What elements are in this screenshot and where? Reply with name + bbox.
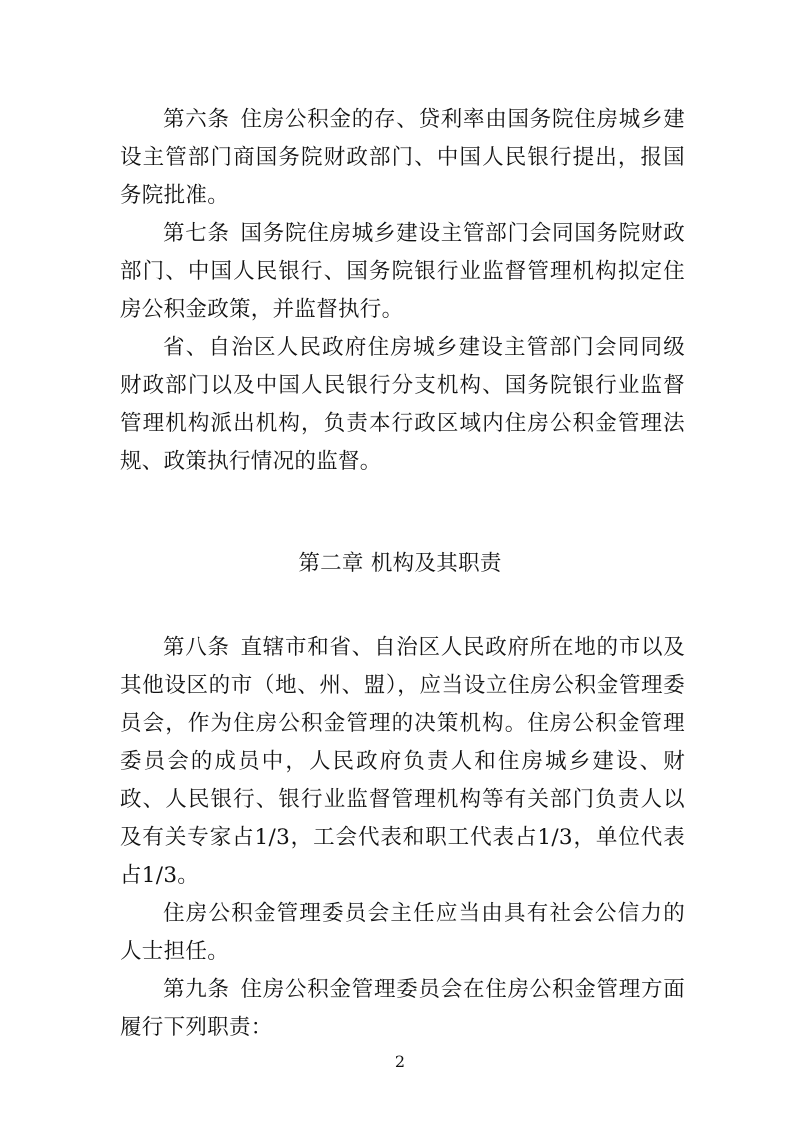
article-8-text: 直辖市和省、自治区人民政府所在地的市以及其他设区的市（地、州、盟），应当设立住房公积金管理委员会，作为住房公积金管理的决策机构。住房公积金管理委员会的成员中，人民政府负责人和住房城乡建设、财政、人民银行、银行业监督管理机构等有关部门负责人以及有关专家占1/3，工会代表和职工代表占1/3，单位代表占1/3。 <box>120 635 685 888</box>
article-9-text: 住房公积金管理委员会在住房公积金管理方面履行下列职责： <box>120 977 685 1040</box>
body-section-2 <box>120 629 685 1047</box>
article-7-paragraph <box>120 215 685 329</box>
article-9-label: 第九条 <box>163 977 230 1002</box>
article-6-text: 住房公积金的存、贷利率由国务院住房城乡建设主管部门商国务院财政部门、中国人民银行提出，报国务院批准。 <box>120 107 685 208</box>
article-6-paragraph <box>120 101 685 215</box>
article-9-paragraph <box>120 971 685 1047</box>
article-7-text: 国务院住房城乡建设主管部门会同国务院财政部门、中国人民银行、国务院银行业监督管理机构拟定住房公积金政策，并监督执行。 <box>120 221 685 322</box>
article-6-label: 第六条 <box>163 107 230 132</box>
article-8-label: 第八条 <box>163 635 230 660</box>
chapter-title: 第二章 机构及其职责 <box>298 551 502 576</box>
article-7-label: 第七条 <box>163 221 230 246</box>
article-8-paragraph-2: 住房公积金管理委员会主任应当由具有社会公信力的人士担任。 <box>120 901 685 964</box>
body-section-1 <box>120 101 685 481</box>
article-7-paragraph-2: 省、自治区人民政府住房城乡建设主管部门会同同级财政部门以及中国人民银行分支机构、国务院银行业监督管理机构派出机构，负责本行政区域内住房公积金管理法规、政策执行情况的监督。 <box>120 335 685 474</box>
page-number: 2 <box>394 1052 406 1071</box>
article-8-paragraph <box>120 629 685 895</box>
